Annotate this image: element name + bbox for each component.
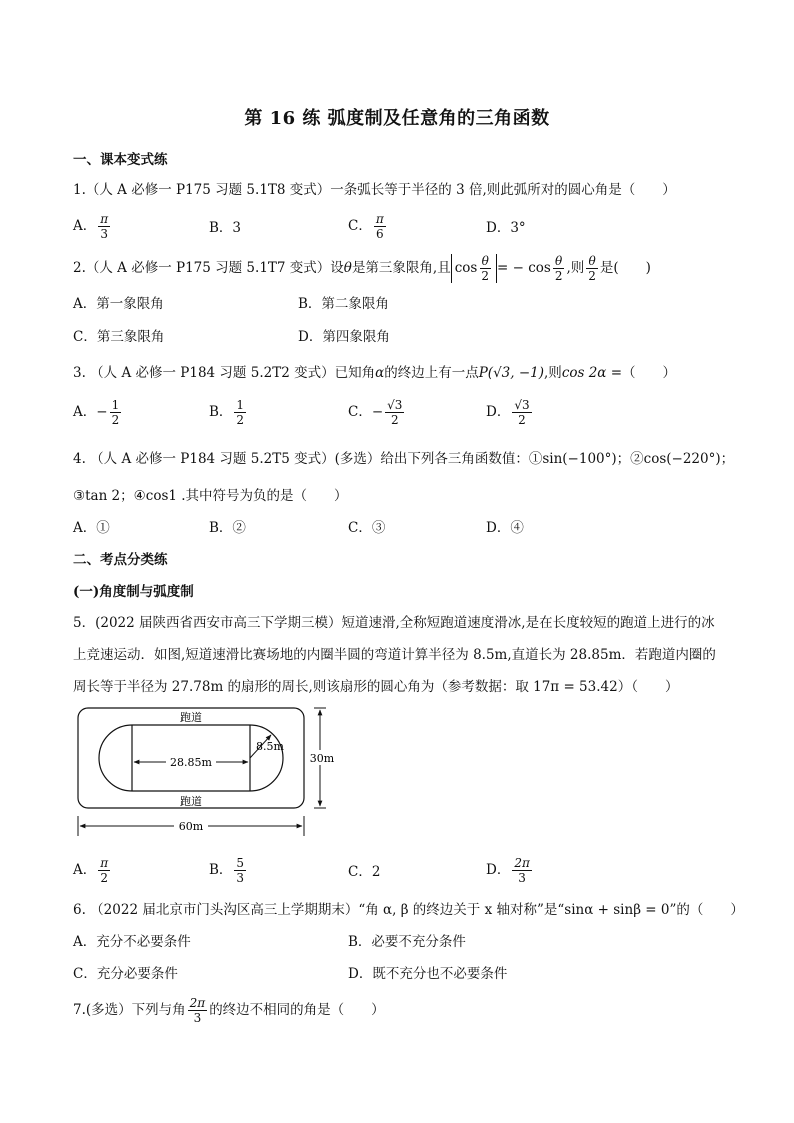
width-label: 60m	[178, 820, 204, 833]
q4-option-a: A．①	[73, 520, 110, 536]
q5-option-d: D． $\frac{2\pi}{3}$	[486, 856, 530, 885]
question-5-line-3: 周长等于半径为 27.78m 的扇形的周长,则该扇形的圆心角为（参考数据：取 17π = 53.42）（ ）	[73, 679, 679, 695]
question-7-stem: 7.(多选）下列与角 $\frac{2\pi}{3}$ 的终边不相同的角是（ ）	[73, 996, 385, 1025]
question-1-stem: 1.（人 A 必修一 P175 习题 5.1T8 变式）一条弧长等于半径的 3 倍,则此弧所对的圆心角是（ ）	[73, 182, 676, 198]
q1-option-a: A． $\frac{\pi}{3}$	[73, 212, 109, 241]
q2-option-b: B．第二象限角	[298, 296, 389, 312]
q3-option-b: B． $\frac{1}{2}$	[209, 398, 245, 427]
question-4-line-1: 4. （人 A 必修一 P184 习题 5.2T5 变式）(多选）给出下列各三角函数值：①sin(−100°)；②cos(−220°)；	[73, 451, 735, 467]
q2-option-c: C．第三象限角	[73, 329, 165, 345]
q5-option-c: C．2	[348, 864, 381, 880]
q2-option-d: D．第四象限角	[298, 329, 390, 345]
section-heading: 一、课本变式练	[73, 152, 168, 168]
q3-option-a: A．− $\frac{1}{2}$	[73, 398, 120, 427]
question-3-stem: 3. （人 A 必修一 P184 习题 5.2T2 变式）已知角α的终边上有一点P(√3, −1),则cos 2α =（ ）	[73, 365, 677, 381]
page-title: 第 16 练 弧度制及任意角的三角函数	[244, 108, 550, 129]
track-diagram	[70, 704, 340, 840]
q2-option-a: A．第一象限角	[73, 296, 164, 312]
subsection-heading: (一)角度制与弧度制	[73, 584, 194, 600]
q4-option-b: B．②	[209, 520, 246, 536]
radius-label: 8.5m	[256, 740, 284, 753]
height-label: 30m	[309, 752, 335, 765]
q4-option-c: C．③	[348, 520, 386, 536]
lane-label-bottom: 跑道	[180, 795, 202, 808]
q5-option-b: B． $\frac{5}{3}$	[209, 856, 245, 885]
lane-label-top: 跑道	[180, 711, 202, 724]
q6-option-b: B．必要不充分条件	[348, 934, 466, 950]
section-heading: 二、考点分类练	[73, 552, 168, 568]
q5-option-a: A． $\frac{\pi}{2}$	[73, 856, 109, 885]
question-2-stem: 2.（人 A 必修一 P175 习题 5.1T7 变式）设θ是第三象限角,且 cos $\frac{\theta}{2}$ = − cos $\frac{\theta}{2}$ ,则 $\frac{\theta}{2}$ 是( )	[73, 254, 651, 283]
q1-option-b: B．3	[209, 220, 242, 236]
q4-option-d: D．④	[486, 520, 524, 536]
q6-option-d: D．既不充分也不必要条件	[348, 966, 508, 982]
q6-option-c: C．充分必要条件	[73, 966, 178, 982]
q3-option-d: D． $\frac{√3}{2}$	[486, 398, 530, 427]
q3-option-c: C．− $\frac{√3}{2}$	[348, 398, 403, 427]
question-5-line-1: 5．(2022 届陕西省西安市高三下学期三模）短道速滑,全称短跑道速度滑冰,是在长度较短的跑道上进行的冰	[73, 615, 715, 631]
q1-option-c: C． $\frac{\pi}{6}$	[348, 212, 384, 241]
question-6-stem: 6. （2022 届北京市门头沟区高三上学期期末）“角 α, β 的终边关于 x 轴对称”是“sinα + sinβ = 0”的（ ）	[73, 902, 744, 918]
straight-length-label: 28.85m	[170, 756, 212, 769]
question-5-line-2: 上竞速运动．如图,短道速滑比赛场地的内圈半圆的弯道计算半径为 8.5m,直道长为 28.85m．若跑道内圈的	[73, 647, 716, 663]
question-4-line-2: ③tan 2；④cos1 .其中符号为负的是（ ）	[73, 488, 348, 504]
q1-option-d: D．3°	[486, 220, 526, 236]
q6-option-a: A．充分不必要条件	[73, 934, 191, 950]
